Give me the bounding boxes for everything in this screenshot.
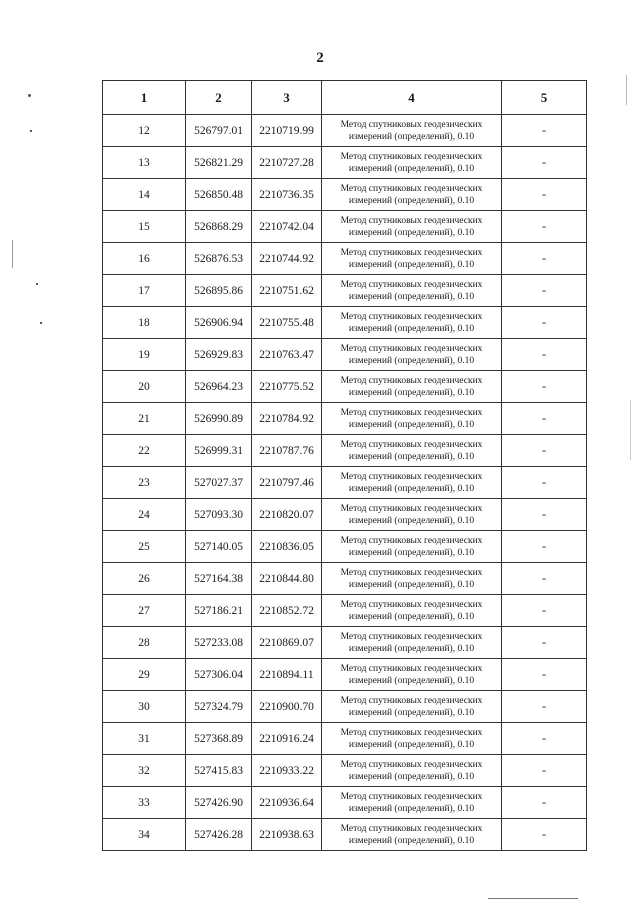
- point-number-cell: 24: [103, 499, 186, 531]
- method-cell: Метод спутниковых геодезических измерений (определений), 0.10: [322, 531, 502, 563]
- note-cell: -: [502, 339, 587, 371]
- table-row: [103, 403, 587, 435]
- x-coordinate-cell: 527426.28: [186, 819, 252, 851]
- note-cell: -: [502, 531, 587, 563]
- table-row: [103, 339, 587, 371]
- note-cell: -: [502, 723, 587, 755]
- table-row: [103, 435, 587, 467]
- x-coordinate-cell: 526797.01: [186, 115, 252, 147]
- method-cell: Метод спутниковых геодезических измерений (определений), 0.10: [322, 435, 502, 467]
- note-cell: -: [502, 595, 587, 627]
- method-cell: Метод спутниковых геодезических измерений (определений), 0.10: [322, 627, 502, 659]
- footer-line: [488, 898, 578, 899]
- method-cell: Метод спутниковых геодезических измерений (определений), 0.10: [322, 179, 502, 211]
- note-cell: -: [502, 147, 587, 179]
- point-number-cell: 15: [103, 211, 186, 243]
- point-number-cell: 32: [103, 755, 186, 787]
- point-number-cell: 20: [103, 371, 186, 403]
- y-coordinate-cell: 2210742.04: [252, 211, 322, 243]
- x-coordinate-cell: 527164.38: [186, 563, 252, 595]
- method-cell: Метод спутниковых геодезических измерений (определений), 0.10: [322, 595, 502, 627]
- method-cell: Метод спутниковых геодезических измерений (определений), 0.10: [322, 339, 502, 371]
- column-header: 5: [502, 81, 587, 115]
- header-row: [103, 81, 587, 115]
- y-coordinate-cell: 2210820.07: [252, 499, 322, 531]
- x-coordinate-cell: 527426.90: [186, 787, 252, 819]
- y-coordinate-cell: 2210755.48: [252, 307, 322, 339]
- y-coordinate-cell: 2210900.70: [252, 691, 322, 723]
- point-number-cell: 22: [103, 435, 186, 467]
- x-coordinate-cell: 526850.48: [186, 179, 252, 211]
- point-number-cell: 23: [103, 467, 186, 499]
- table-row: [103, 819, 587, 851]
- table-row: [103, 467, 587, 499]
- y-coordinate-cell: 2210719.99: [252, 115, 322, 147]
- column-header: 3: [252, 81, 322, 115]
- point-number-cell: 17: [103, 275, 186, 307]
- y-coordinate-cell: 2210797.46: [252, 467, 322, 499]
- method-cell: Метод спутниковых геодезических измерений (определений), 0.10: [322, 403, 502, 435]
- note-cell: -: [502, 435, 587, 467]
- method-cell: Метод спутниковых геодезических измерений (определений), 0.10: [322, 691, 502, 723]
- point-number-cell: 33: [103, 787, 186, 819]
- column-header: 1: [103, 81, 186, 115]
- x-coordinate-cell: 526868.29: [186, 211, 252, 243]
- table-row: [103, 243, 587, 275]
- note-cell: -: [502, 211, 587, 243]
- point-number-cell: 13: [103, 147, 186, 179]
- table-row: [103, 755, 587, 787]
- x-coordinate-cell: 526906.94: [186, 307, 252, 339]
- y-coordinate-cell: 2210936.64: [252, 787, 322, 819]
- x-coordinate-cell: 527093.30: [186, 499, 252, 531]
- point-number-cell: 21: [103, 403, 186, 435]
- scan-dot: [28, 94, 31, 97]
- x-coordinate-cell: 526876.53: [186, 243, 252, 275]
- y-coordinate-cell: 2210763.47: [252, 339, 322, 371]
- table-row: [103, 499, 587, 531]
- y-coordinate-cell: 2210744.92: [252, 243, 322, 275]
- note-cell: -: [502, 243, 587, 275]
- table-row: [103, 275, 587, 307]
- point-number-cell: 16: [103, 243, 186, 275]
- y-coordinate-cell: 2210736.35: [252, 179, 322, 211]
- point-number-cell: 26: [103, 563, 186, 595]
- note-cell: -: [502, 275, 587, 307]
- note-cell: -: [502, 563, 587, 595]
- method-cell: Метод спутниковых геодезических измерений (определений), 0.10: [322, 723, 502, 755]
- method-cell: Метод спутниковых геодезических измерений (определений), 0.10: [322, 819, 502, 851]
- note-cell: -: [502, 403, 587, 435]
- method-cell: Метод спутниковых геодезических измерений (определений), 0.10: [322, 211, 502, 243]
- x-coordinate-cell: 527140.05: [186, 531, 252, 563]
- y-coordinate-cell: 2210938.63: [252, 819, 322, 851]
- column-header: 4: [322, 81, 502, 115]
- table-row: [103, 179, 587, 211]
- method-cell: Метод спутниковых геодезических измерений (определений), 0.10: [322, 147, 502, 179]
- method-cell: Метод спутниковых геодезических измерений (определений), 0.10: [322, 787, 502, 819]
- x-coordinate-cell: 526999.31: [186, 435, 252, 467]
- table-row: [103, 595, 587, 627]
- y-coordinate-cell: 2210869.07: [252, 627, 322, 659]
- note-cell: -: [502, 787, 587, 819]
- table-body: [103, 115, 587, 851]
- x-coordinate-cell: 526895.86: [186, 275, 252, 307]
- note-cell: -: [502, 467, 587, 499]
- table-row: [103, 723, 587, 755]
- y-coordinate-cell: 2210784.92: [252, 403, 322, 435]
- method-cell: Метод спутниковых геодезических измерений (определений), 0.10: [322, 659, 502, 691]
- column-header: 2: [186, 81, 252, 115]
- x-coordinate-cell: 527306.04: [186, 659, 252, 691]
- x-coordinate-cell: 527233.08: [186, 627, 252, 659]
- y-coordinate-cell: 2210933.22: [252, 755, 322, 787]
- x-coordinate-cell: 526990.89: [186, 403, 252, 435]
- page-number: 2: [316, 50, 324, 66]
- note-cell: -: [502, 371, 587, 403]
- table-row: [103, 659, 587, 691]
- x-coordinate-cell: 526964.23: [186, 371, 252, 403]
- note-cell: -: [502, 659, 587, 691]
- note-cell: -: [502, 499, 587, 531]
- y-coordinate-cell: 2210844.80: [252, 563, 322, 595]
- table-row: [103, 211, 587, 243]
- method-cell: Метод спутниковых геодезических измерений (определений), 0.10: [322, 371, 502, 403]
- table-row: [103, 563, 587, 595]
- method-cell: Метод спутниковых геодезических измерений (определений), 0.10: [322, 563, 502, 595]
- note-cell: -: [502, 691, 587, 723]
- note-cell: -: [502, 755, 587, 787]
- table-row: [103, 307, 587, 339]
- x-coordinate-cell: 527027.37: [186, 467, 252, 499]
- point-number-cell: 34: [103, 819, 186, 851]
- method-cell: Метод спутниковых геодезических измерений (определений), 0.10: [322, 243, 502, 275]
- point-number-cell: 31: [103, 723, 186, 755]
- y-coordinate-cell: 2210852.72: [252, 595, 322, 627]
- table-row: [103, 787, 587, 819]
- y-coordinate-cell: 2210751.62: [252, 275, 322, 307]
- scan-line: [12, 240, 13, 268]
- table-row: [103, 627, 587, 659]
- y-coordinate-cell: 2210894.11: [252, 659, 322, 691]
- point-number-cell: 30: [103, 691, 186, 723]
- x-coordinate-cell: 527415.83: [186, 755, 252, 787]
- point-number-cell: 12: [103, 115, 186, 147]
- x-coordinate-cell: 527324.79: [186, 691, 252, 723]
- method-cell: Метод спутниковых геодезических измерений (определений), 0.10: [322, 275, 502, 307]
- point-number-cell: 14: [103, 179, 186, 211]
- method-cell: Метод спутниковых геодезических измерений (определений), 0.10: [322, 307, 502, 339]
- method-cell: Метод спутниковых геодезических измерений (определений), 0.10: [322, 115, 502, 147]
- table-row: [103, 147, 587, 179]
- x-coordinate-cell: 526821.29: [186, 147, 252, 179]
- y-coordinate-cell: 2210916.24: [252, 723, 322, 755]
- note-cell: -: [502, 115, 587, 147]
- table-row: [103, 115, 587, 147]
- x-coordinate-cell: 527368.89: [186, 723, 252, 755]
- scan-line: [626, 75, 627, 105]
- y-coordinate-cell: 2210787.76: [252, 435, 322, 467]
- table-row: [103, 691, 587, 723]
- x-coordinate-cell: 527186.21: [186, 595, 252, 627]
- coordinates-table: [102, 80, 587, 851]
- x-coordinate-cell: 526929.83: [186, 339, 252, 371]
- point-number-cell: 25: [103, 531, 186, 563]
- table-row: [103, 371, 587, 403]
- scan-dot: [30, 130, 32, 132]
- scan-line: [630, 400, 631, 460]
- note-cell: -: [502, 627, 587, 659]
- method-cell: Метод спутниковых геодезических измерений (определений), 0.10: [322, 467, 502, 499]
- point-number-cell: 19: [103, 339, 186, 371]
- point-number-cell: 29: [103, 659, 186, 691]
- table-row: [103, 531, 587, 563]
- note-cell: -: [502, 819, 587, 851]
- y-coordinate-cell: 2210727.28: [252, 147, 322, 179]
- scan-dot: [40, 322, 42, 324]
- note-cell: -: [502, 307, 587, 339]
- point-number-cell: 18: [103, 307, 186, 339]
- y-coordinate-cell: 2210836.05: [252, 531, 322, 563]
- y-coordinate-cell: 2210775.52: [252, 371, 322, 403]
- method-cell: Метод спутниковых геодезических измерений (определений), 0.10: [322, 499, 502, 531]
- scan-dot: [36, 283, 38, 285]
- point-number-cell: 27: [103, 595, 186, 627]
- note-cell: -: [502, 179, 587, 211]
- method-cell: Метод спутниковых геодезических измерений (определений), 0.10: [322, 755, 502, 787]
- point-number-cell: 28: [103, 627, 186, 659]
